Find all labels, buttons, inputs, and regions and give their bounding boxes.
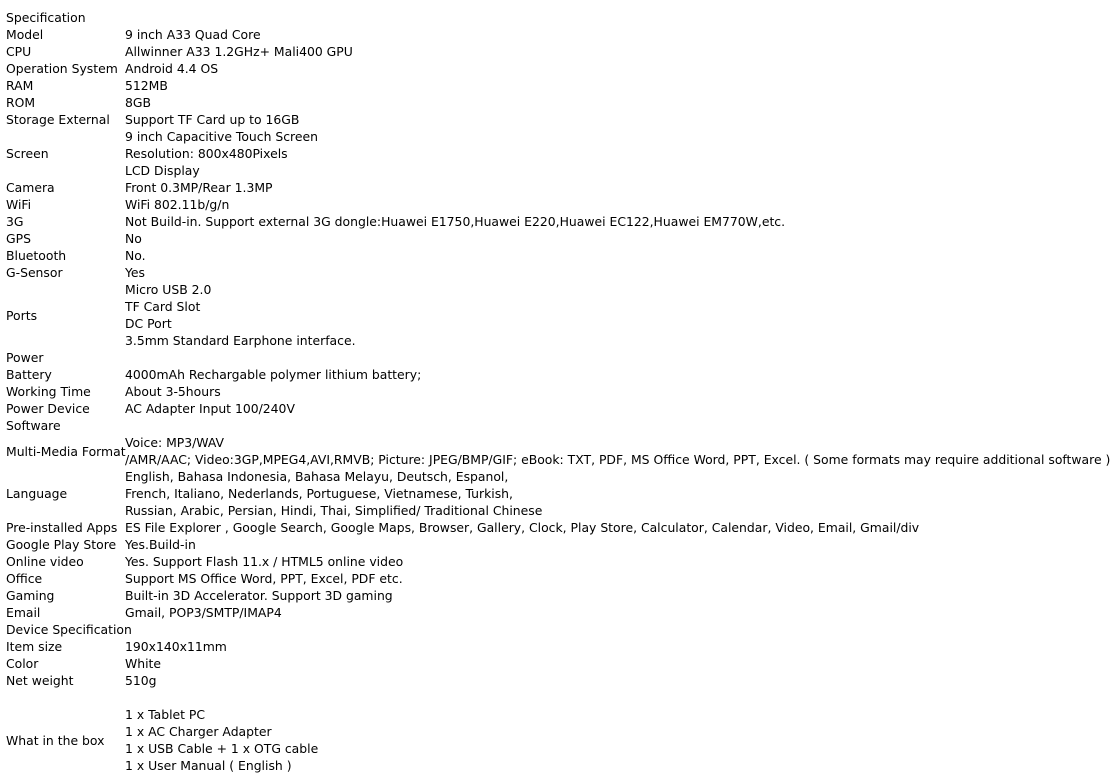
spec-row-screen (6, 128, 1006, 179)
spec-row-working-time (6, 383, 1006, 400)
power-section-header (6, 349, 1006, 366)
spec-row-color (6, 655, 1006, 672)
spec-value (125, 94, 1006, 111)
spec-value-line: 3.5mm Standard Earphone interface. (125, 333, 356, 348)
software-section-header (6, 417, 1006, 434)
spec-row-rom (6, 94, 1006, 111)
spec-value-line: Support TF Card up to 16GB (125, 112, 300, 127)
spec-label: Online video (6, 554, 84, 569)
spec-row-bluetooth (6, 247, 1006, 264)
spec-value-line: 8GB (125, 95, 151, 110)
spec-value-line: WiFi 802.11b/g/n (125, 197, 230, 212)
spec-label: Storage External (6, 112, 110, 127)
spec-value (125, 264, 1006, 281)
spec-value-line: AC Adapter Input 100/240V (125, 401, 295, 416)
spec-label: ROM (6, 95, 36, 110)
spec-value (125, 570, 1006, 587)
spec-label: G-Sensor (6, 265, 63, 280)
spec-value-line: /AMR/AAC; Video:3GP,MPEG4,AVI,RMVB; Picture: JPEG/BMP/GIF; eBook: TXT, PDF, MS Office Word, PPT, Excel. ( Some formats may require additional software ) (125, 452, 1110, 467)
spec-row-g-sensor (6, 264, 1006, 281)
spec-value (125, 60, 1006, 77)
spec-label: Google Play Store (6, 537, 117, 552)
section-label: Software (6, 418, 61, 433)
spec-value (125, 230, 1006, 247)
spec-label: Screen (6, 146, 49, 161)
spec-row-ports (6, 281, 1006, 349)
spec-value (125, 77, 1006, 94)
spec-label: Ports (6, 307, 38, 323)
spec-value-line: ES File Explorer , Google Search, Google Maps, Browser, Gallery, Clock, Play Store, Calculator, Calendar, Video, Email, Gmail/div (125, 520, 920, 535)
spec-value-line: DC Port (125, 316, 172, 331)
spec-label: Net weight (6, 673, 74, 688)
spec-value (125, 400, 1006, 417)
spec-value-line: White (125, 656, 162, 671)
spec-value (125, 706, 1006, 774)
spec-label: Pre-installed Apps (6, 520, 118, 535)
spec-label: Working Time (6, 384, 91, 399)
spec-row-office (6, 570, 1006, 587)
spec-value-line: 4000mAh Rechargable polymer lithium battery; (125, 367, 422, 382)
spec-row-gaming (6, 587, 1006, 604)
spec-value (125, 43, 1006, 60)
spec-value-line: Yes. Support Flash 11.x / HTML5 online video (125, 554, 404, 569)
spec-label: Multi-Media Format (6, 443, 126, 459)
spec-value-line: Resolution: 800x480Pixels (125, 146, 288, 161)
spec-value (125, 128, 1006, 179)
spec-value-line: Russian, Arabic, Persian, Hindi, Thai, Simplified/ Traditional Chinese (125, 503, 543, 518)
spec-row-battery (6, 366, 1006, 383)
spec-label: Power Device (6, 401, 90, 416)
spec-row-email (6, 604, 1006, 621)
spec-value (125, 383, 1006, 400)
spec-value (125, 655, 1006, 672)
spec-row-gps (6, 230, 1006, 247)
spec-row-ram (6, 77, 1006, 94)
spec-value (125, 26, 1006, 43)
spec-value-line: Gmail, POP3/SMTP/IMAP4 (125, 605, 282, 620)
spec-label: Operation System (6, 61, 118, 76)
device-section-header (6, 621, 1006, 638)
spec-value (125, 519, 1006, 536)
spec-value (125, 553, 1006, 570)
spec-label: GPS (6, 231, 31, 246)
spec-value (125, 468, 1006, 519)
spec-row-3g (6, 213, 1006, 230)
spec-value-line: Support MS Office Word, PPT, Excel, PDF etc. (125, 571, 403, 586)
spec-row-pre-installed-apps (6, 519, 1006, 536)
spec-value-line: Not Build-in. Support external 3G dongle:Huawei E1750,Huawei E220,Huawei EC122,Huawei EM770W,etc. (125, 214, 786, 229)
spec-label: WiFi (6, 197, 32, 212)
spec-value-line: 9 inch Capacitive Touch Screen (125, 129, 318, 144)
spec-value-line: 1 x USB Cable + 1 x OTG cable (125, 741, 319, 756)
specification-table (6, 9, 1110, 774)
spec-value-line: Micro USB 2.0 (125, 282, 212, 297)
spec-row-model (6, 26, 1006, 43)
spec-row-power-device (6, 400, 1006, 417)
spec-value-line: TF Card Slot (125, 299, 201, 314)
spec-value (125, 672, 1006, 689)
spec-row-online-video (6, 553, 1006, 570)
spec-value (125, 638, 1006, 655)
spec-value-line: 512MB (125, 78, 168, 93)
specification-body (6, 9, 1110, 774)
spec-label: Bluetooth (6, 248, 67, 263)
spec-value-line: Front 0.3MP/Rear 1.3MP (125, 180, 273, 195)
spec-value-line: Allwinner A33 1.2GHz+ Mali400 GPU (125, 44, 353, 59)
spec-label: 3G (6, 214, 24, 229)
spec-label: Battery (6, 367, 52, 382)
spec-value (125, 604, 1006, 621)
spec-row-what-in-the-box (6, 706, 1006, 774)
spec-row-cpu (6, 43, 1006, 60)
spec-label: Office (6, 571, 43, 586)
spec-value-line: 9 inch A33 Quad Core (125, 27, 261, 42)
spec-value (125, 247, 1006, 264)
spec-label: Model (6, 27, 44, 42)
spec-value-line: LCD Display (125, 163, 200, 178)
spec-value-line: No (125, 231, 142, 246)
spec-value (125, 536, 1006, 553)
spec-value (125, 366, 1006, 383)
spec-value (125, 587, 1006, 604)
spec-value (125, 281, 1006, 349)
spec-value-line: French, Italiano, Nederlands, Portuguese, Vietnamese, Turkish, (125, 486, 513, 501)
spec-label: Camera (6, 180, 55, 195)
spec-value-line: Voice: MP3/WAV (125, 435, 225, 450)
spec-row-wifi (6, 196, 1006, 213)
spec-value-line: 1 x Tablet PC (125, 707, 206, 722)
spec-value-line: Yes.Build-in (125, 537, 196, 552)
spec-value (125, 196, 1006, 213)
spec-label: CPU (6, 44, 32, 59)
spec-row-storage-external (6, 111, 1006, 128)
spec-value-line: 510g (125, 673, 157, 688)
spec-value-line: Built-in 3D Accelerator. Support 3D gaming (125, 588, 393, 603)
spec-value-line: Android 4.4 OS (125, 61, 219, 76)
spec-value-line: About 3-5hours (125, 384, 221, 399)
spec-row-google-play-store (6, 536, 1006, 553)
spec-row-item-size (6, 638, 1006, 655)
spec-value-line: 190x140x11mm (125, 639, 227, 654)
spec-row-multi-media-format (6, 434, 1006, 468)
spec-label: What in the box (6, 732, 105, 748)
spec-label: Email (6, 605, 41, 620)
spec-value-line: No. (125, 248, 146, 263)
spec-value-line: 1 x User Manual ( English ) (125, 758, 292, 773)
spec-label: Item size (6, 639, 63, 654)
spec-row-operation-system (6, 60, 1006, 77)
spec-value (125, 434, 1110, 468)
spec-row-net-weight (6, 672, 1006, 689)
spec-label: Language (6, 486, 68, 501)
spec-label: RAM (6, 78, 34, 93)
specification-title: Specification (6, 10, 86, 25)
spacer-row (6, 689, 1006, 706)
spec-label: Color (6, 656, 39, 671)
spec-label: Gaming (6, 588, 55, 603)
section-label: Device Specification (6, 622, 132, 637)
spec-value-line: 1 x AC Charger Adapter (125, 724, 272, 739)
spec-row-language (6, 468, 1006, 519)
spec-row-camera (6, 179, 1006, 196)
section-label: Power (6, 350, 44, 365)
spec-value-line: Yes (125, 265, 146, 280)
title-row (6, 9, 1006, 26)
spec-value (125, 213, 1006, 230)
spec-value-line: English, Bahasa Indonesia, Bahasa Melayu, Deutsch, Espanol, (125, 469, 509, 484)
spec-value (125, 111, 1006, 128)
spec-value (125, 179, 1006, 196)
